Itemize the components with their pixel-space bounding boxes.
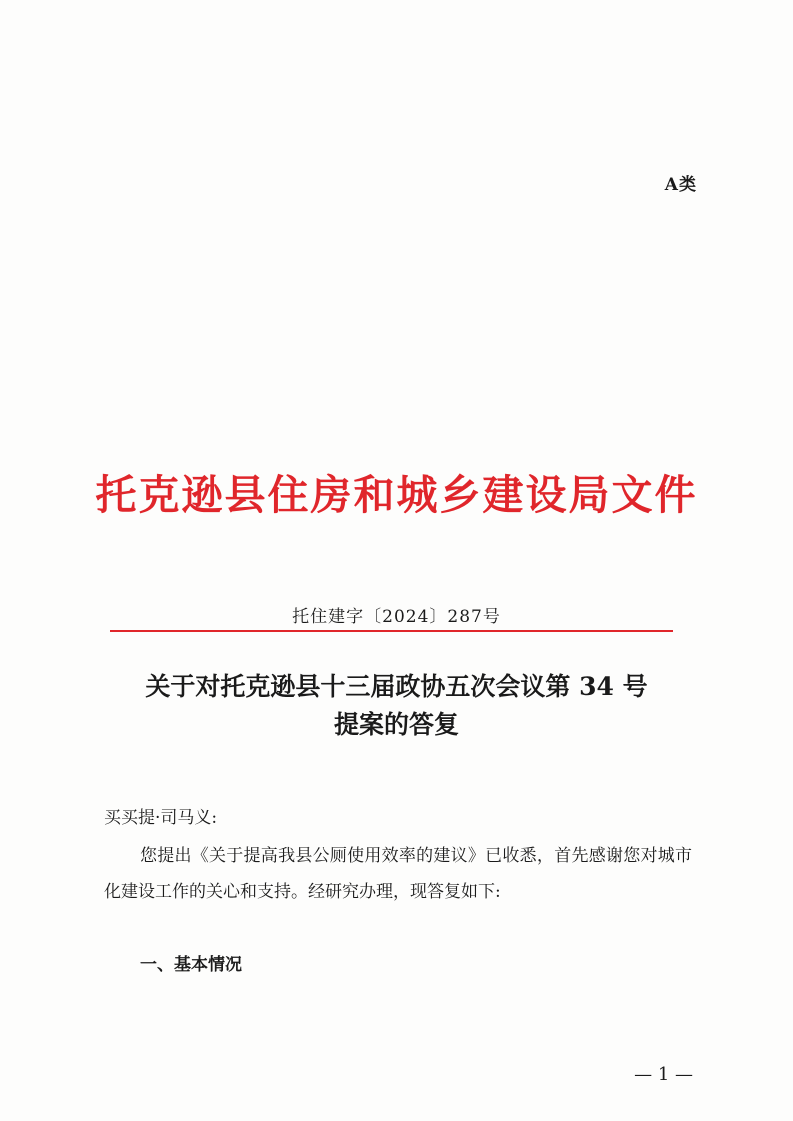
document-number: 托住建字〔2024〕287号 (292, 607, 501, 627)
issuer-title: 托克逊县住房和城乡建设局文件 (95, 471, 698, 519)
document-title-line-1: 关于对托克逊县十三届政协五次会议第 34 号 (145, 672, 648, 701)
document-title (0, 668, 793, 744)
body-paragraph-1: 您提出《关于提高我县公厕使用效率的建议》已收悉，首先感谢您对城市化建设工作的关心和支持。经研究办理，现答复如下: (104, 846, 692, 902)
section-heading-1: 一、基本情况 (140, 955, 242, 975)
addressee: 买买提·司马义: (104, 808, 218, 828)
red-divider-line (110, 630, 673, 632)
page-number: — 1 — (634, 1064, 693, 1085)
classification-label: A类 (664, 175, 697, 195)
document-title-line-2: 提案的答复 (333, 710, 459, 739)
